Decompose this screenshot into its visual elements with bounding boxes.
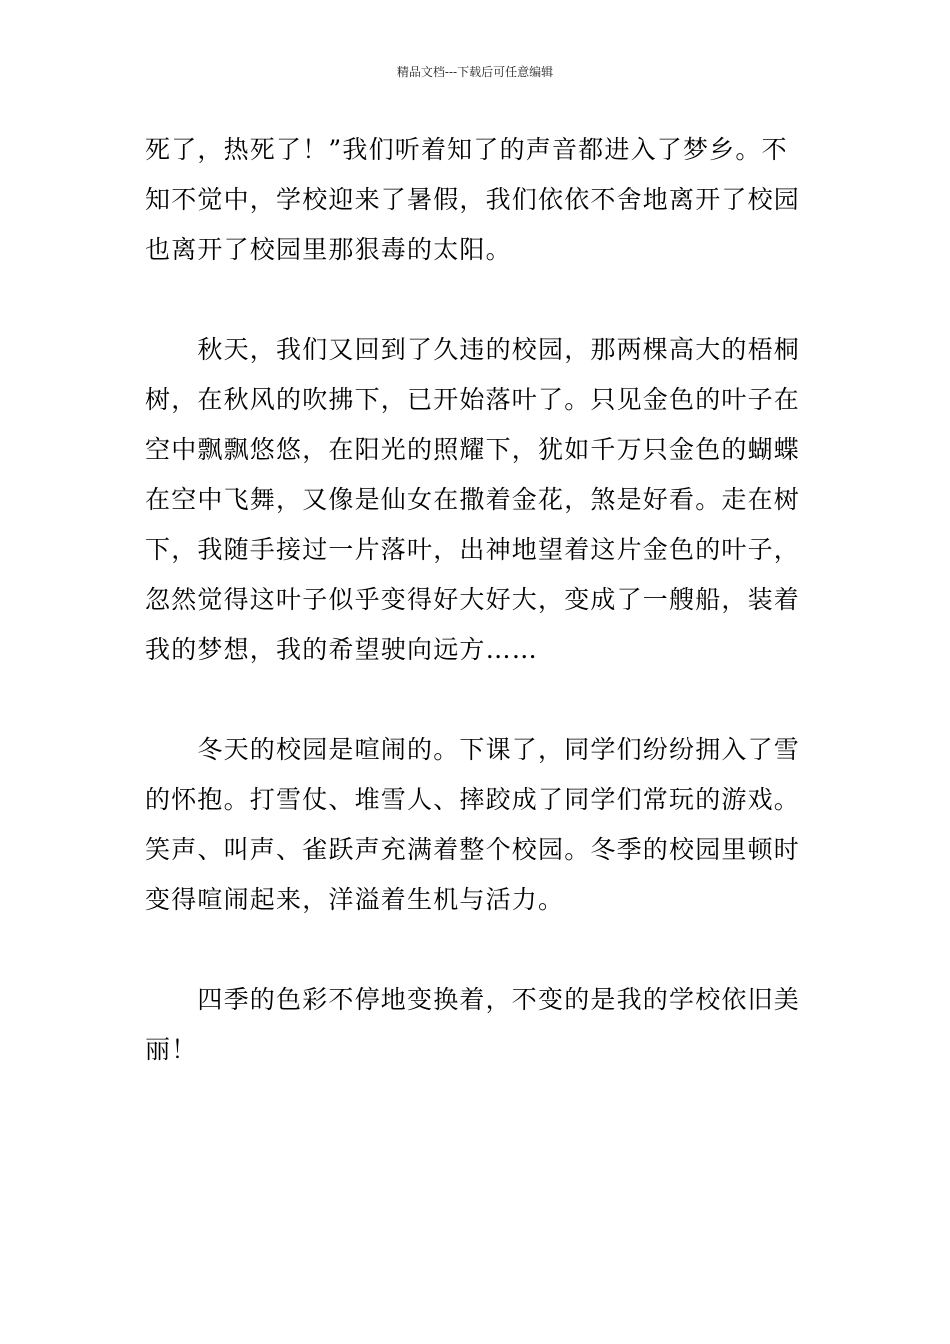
text-line: 四季的色彩不停地变换着，不变的是我的学校依旧美 (145, 985, 801, 1014)
text-line: 我的梦想，我的希望驶向远方…… (145, 635, 539, 664)
text-line: 的怀抱。打雪仗、堆雪人、摔跤成了同学们常玩的游戏。 (145, 785, 801, 814)
text-line: 丽！ (145, 1035, 198, 1064)
text-line: 下，我随手接过一片落叶，出神地望着这片金色的叶子， (145, 535, 801, 564)
text-line: 知不觉中，学校迎来了暑假，我们依依不舍地离开了校园 (145, 185, 801, 214)
text-line: 笑声、叫声、雀跃声充满着整个校园。冬季的校园里顿时 (145, 835, 801, 864)
text-line: 秋天，我们又回到了久违的校园，那两棵高大的梧桐 (145, 335, 801, 364)
text-line: 死了，热死了！”我们听着知了的声音都进入了梦乡。不 (145, 135, 788, 164)
text-line: 忽然觉得这叶子似乎变得好大好大，变成了一艘船，装着 (145, 585, 801, 614)
text-line: 空中飘飘悠悠，在阳光的照耀下，犹如千万只金色的蝴蝶 (145, 435, 801, 464)
text-line: 也离开了校园里那狠毒的太阳。 (145, 235, 512, 264)
text-line: 冬天的校园是喧闹的。下课了，同学们纷纷拥入了雪 (145, 735, 801, 764)
text-line: 变得喧闹起来，洋溢着生机与活力。 (145, 885, 565, 914)
text-line: 在空中飞舞，又像是仙女在撒着金花，煞是好看。走在树 (145, 485, 801, 514)
text-line: 树，在秋风的吹拂下，已开始落叶了。只见金色的叶子在 (145, 385, 801, 414)
page-header: 精品文档---下载后可任意编辑 (396, 65, 554, 79)
